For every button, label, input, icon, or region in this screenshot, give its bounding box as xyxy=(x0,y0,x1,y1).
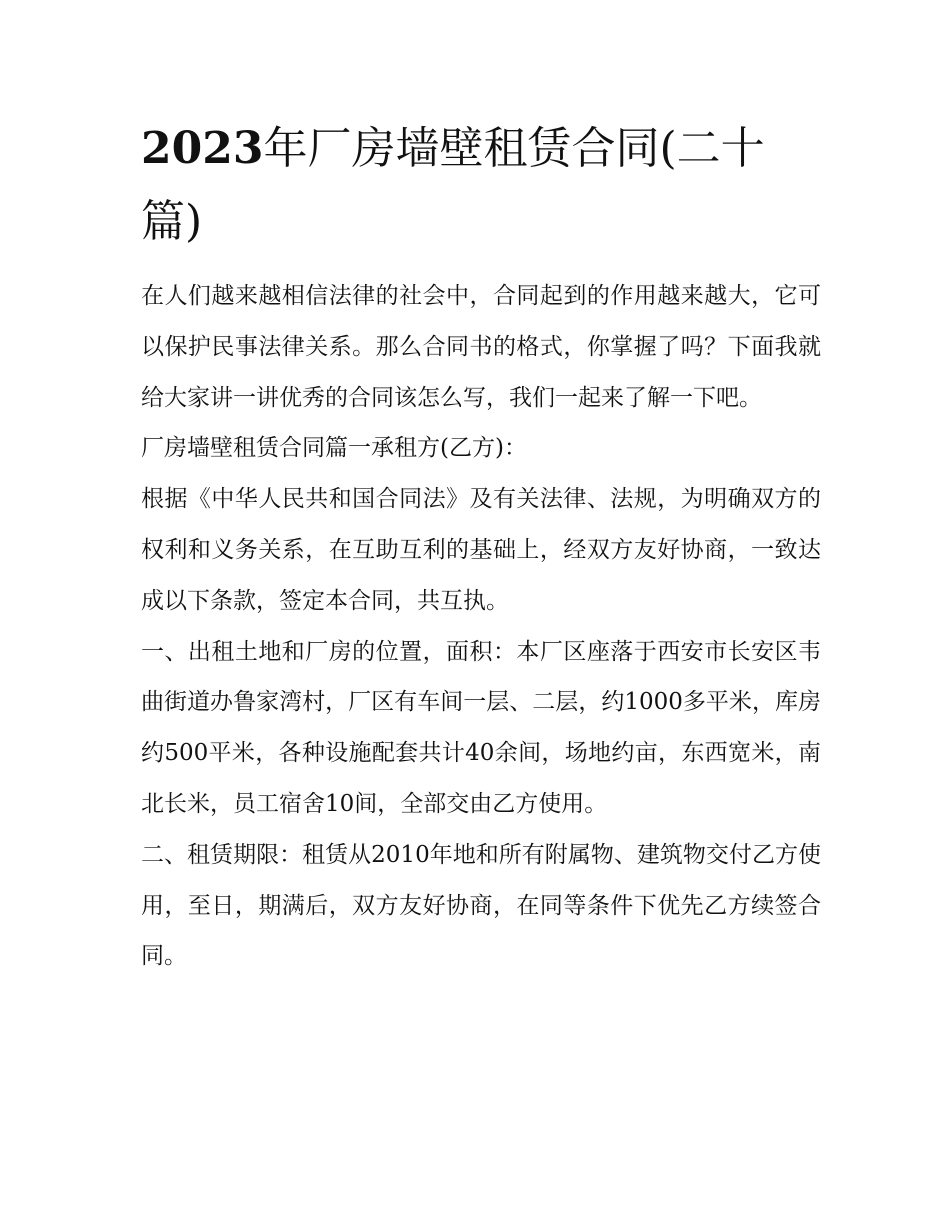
document-page xyxy=(141,112,821,982)
paragraph-intro: 在人们越来越相信法律的社会中，合同起到的作用越来越大，它可以保护民事法律关系。那么合同书的格式，你掌握了吗？下面我就给大家讲一讲优秀的合同该怎么写，我们一起来了解一下吧。 xyxy=(141,283,821,411)
paragraph-clause-2: 二、租赁期限：租赁从2010年地和所有附属物、建筑物交付乙方使用，至日，期满后，双方友好协商，在同等条件下优先乙方续签合同。 xyxy=(141,841,821,970)
paragraph-preamble: 根据《中华人民共和国合同法》及有关法律、法规，为明确双方的权利和义务关系，在互助互利的基础上，经双方友好协商，一致达成以下条款，签定本合同，共互执。 xyxy=(141,486,821,614)
document-body xyxy=(141,271,821,982)
paragraph-section-heading: 厂房墙壁租赁合同篇一承租方(乙方)： xyxy=(141,435,527,462)
document-title: 2023年厂房墙壁租赁合同(二十篇) xyxy=(141,123,765,247)
paragraph-clause-1: 一、出租土地和厂房的位置，面积：本厂区座落于西安市长安区韦曲街道办鲁家湾村，厂区有车间一层、二层，约1000多平米，库房约500平米，各种设施配套共计40余间，场地约亩，东西宽米，南北长米，员工宿舍10间，全部交由乙方使用。 xyxy=(141,638,821,817)
title-year: 2023 xyxy=(141,123,264,174)
